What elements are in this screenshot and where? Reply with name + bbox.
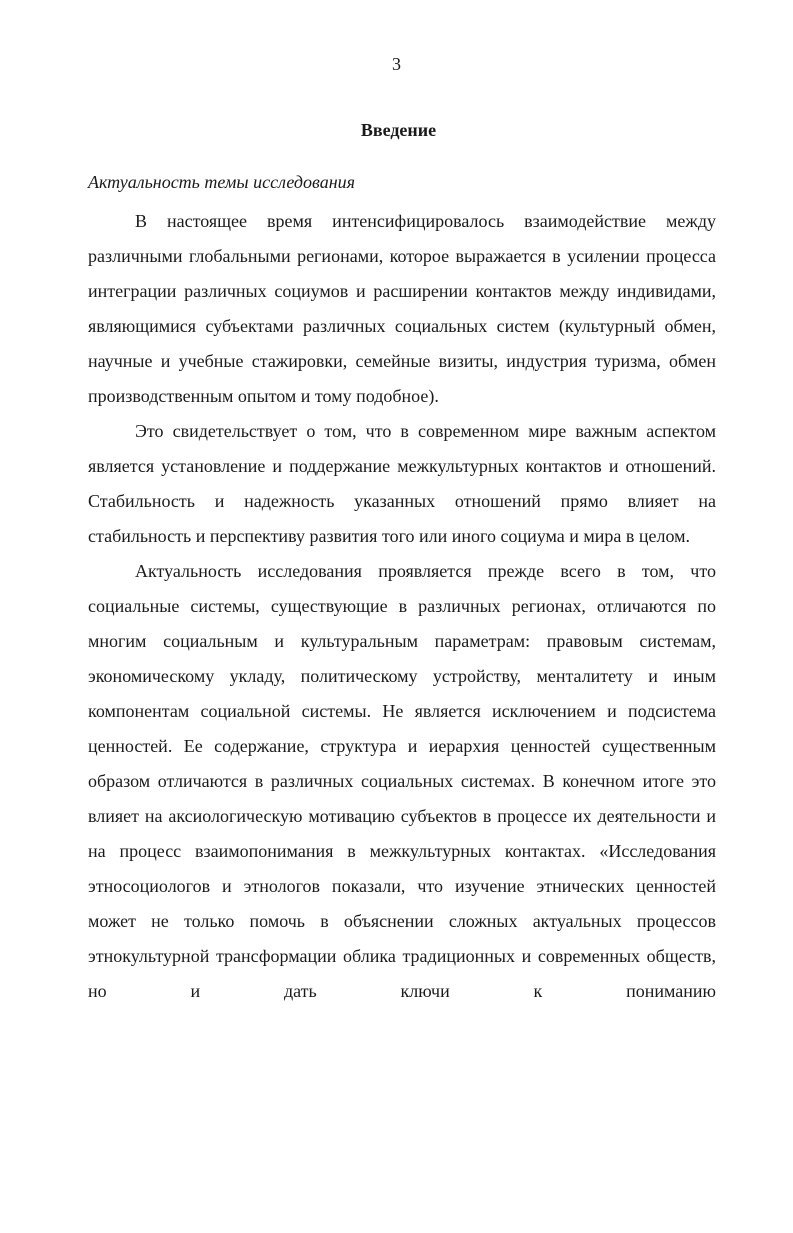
page-number: 3 <box>392 54 401 74</box>
page-title: Введение <box>360 120 437 140</box>
paragraph-2: Это свидетельствует о том, что в современном мире важным аспектом является установление и поддержание межкультурных контактов и отношений. Стабильность и надежность указанных отношений прямо влияет на стабильность и перспективу развития того или иного социума и мира в целом. <box>88 421 716 546</box>
paragraph-1: В настоящее время интенсифицировалось взаимодействие между различными глобальными регионами, которое выражается в усилении процесса интеграции различных социумов и расширении контактов между индивидами, являющимися субъектами различных социальных систем (культурный обмен, научные и учебные стажировки, семейные визиты, индустрия туризма, обмен производственным опытом и тому подобное). <box>88 211 716 406</box>
body-text <box>88 204 716 1009</box>
section-subheading: Актуальность темы исследования <box>88 172 355 192</box>
paragraph-3: Актуальность исследования проявляется прежде всего в том, что социальные системы, существующие в различных регионах, отличаются по многим социальным и культуральным параметрам: правовым системам, экономическому укладу, политическому устройству, менталитету и иным компонентам социальной системы. Не является исключением и подсистема ценностей. Ее содержание, структура и иерархия ценностей существенным образом отличаются в различных социальных системах. В конечном итоге это влияет на аксиологическую мотивацию субъектов в процессе их деятельности и на процесс взаимопонимания в межкультурных контактах. «Исследования этносоциологов и этнологов показали, что изучение этнических ценностей может не только помочь в объяснении сложных актуальных процессов этнокультурной трансформации облика традиционных и современных обществ, но и дать ключи к пониманию <box>88 561 716 1001</box>
